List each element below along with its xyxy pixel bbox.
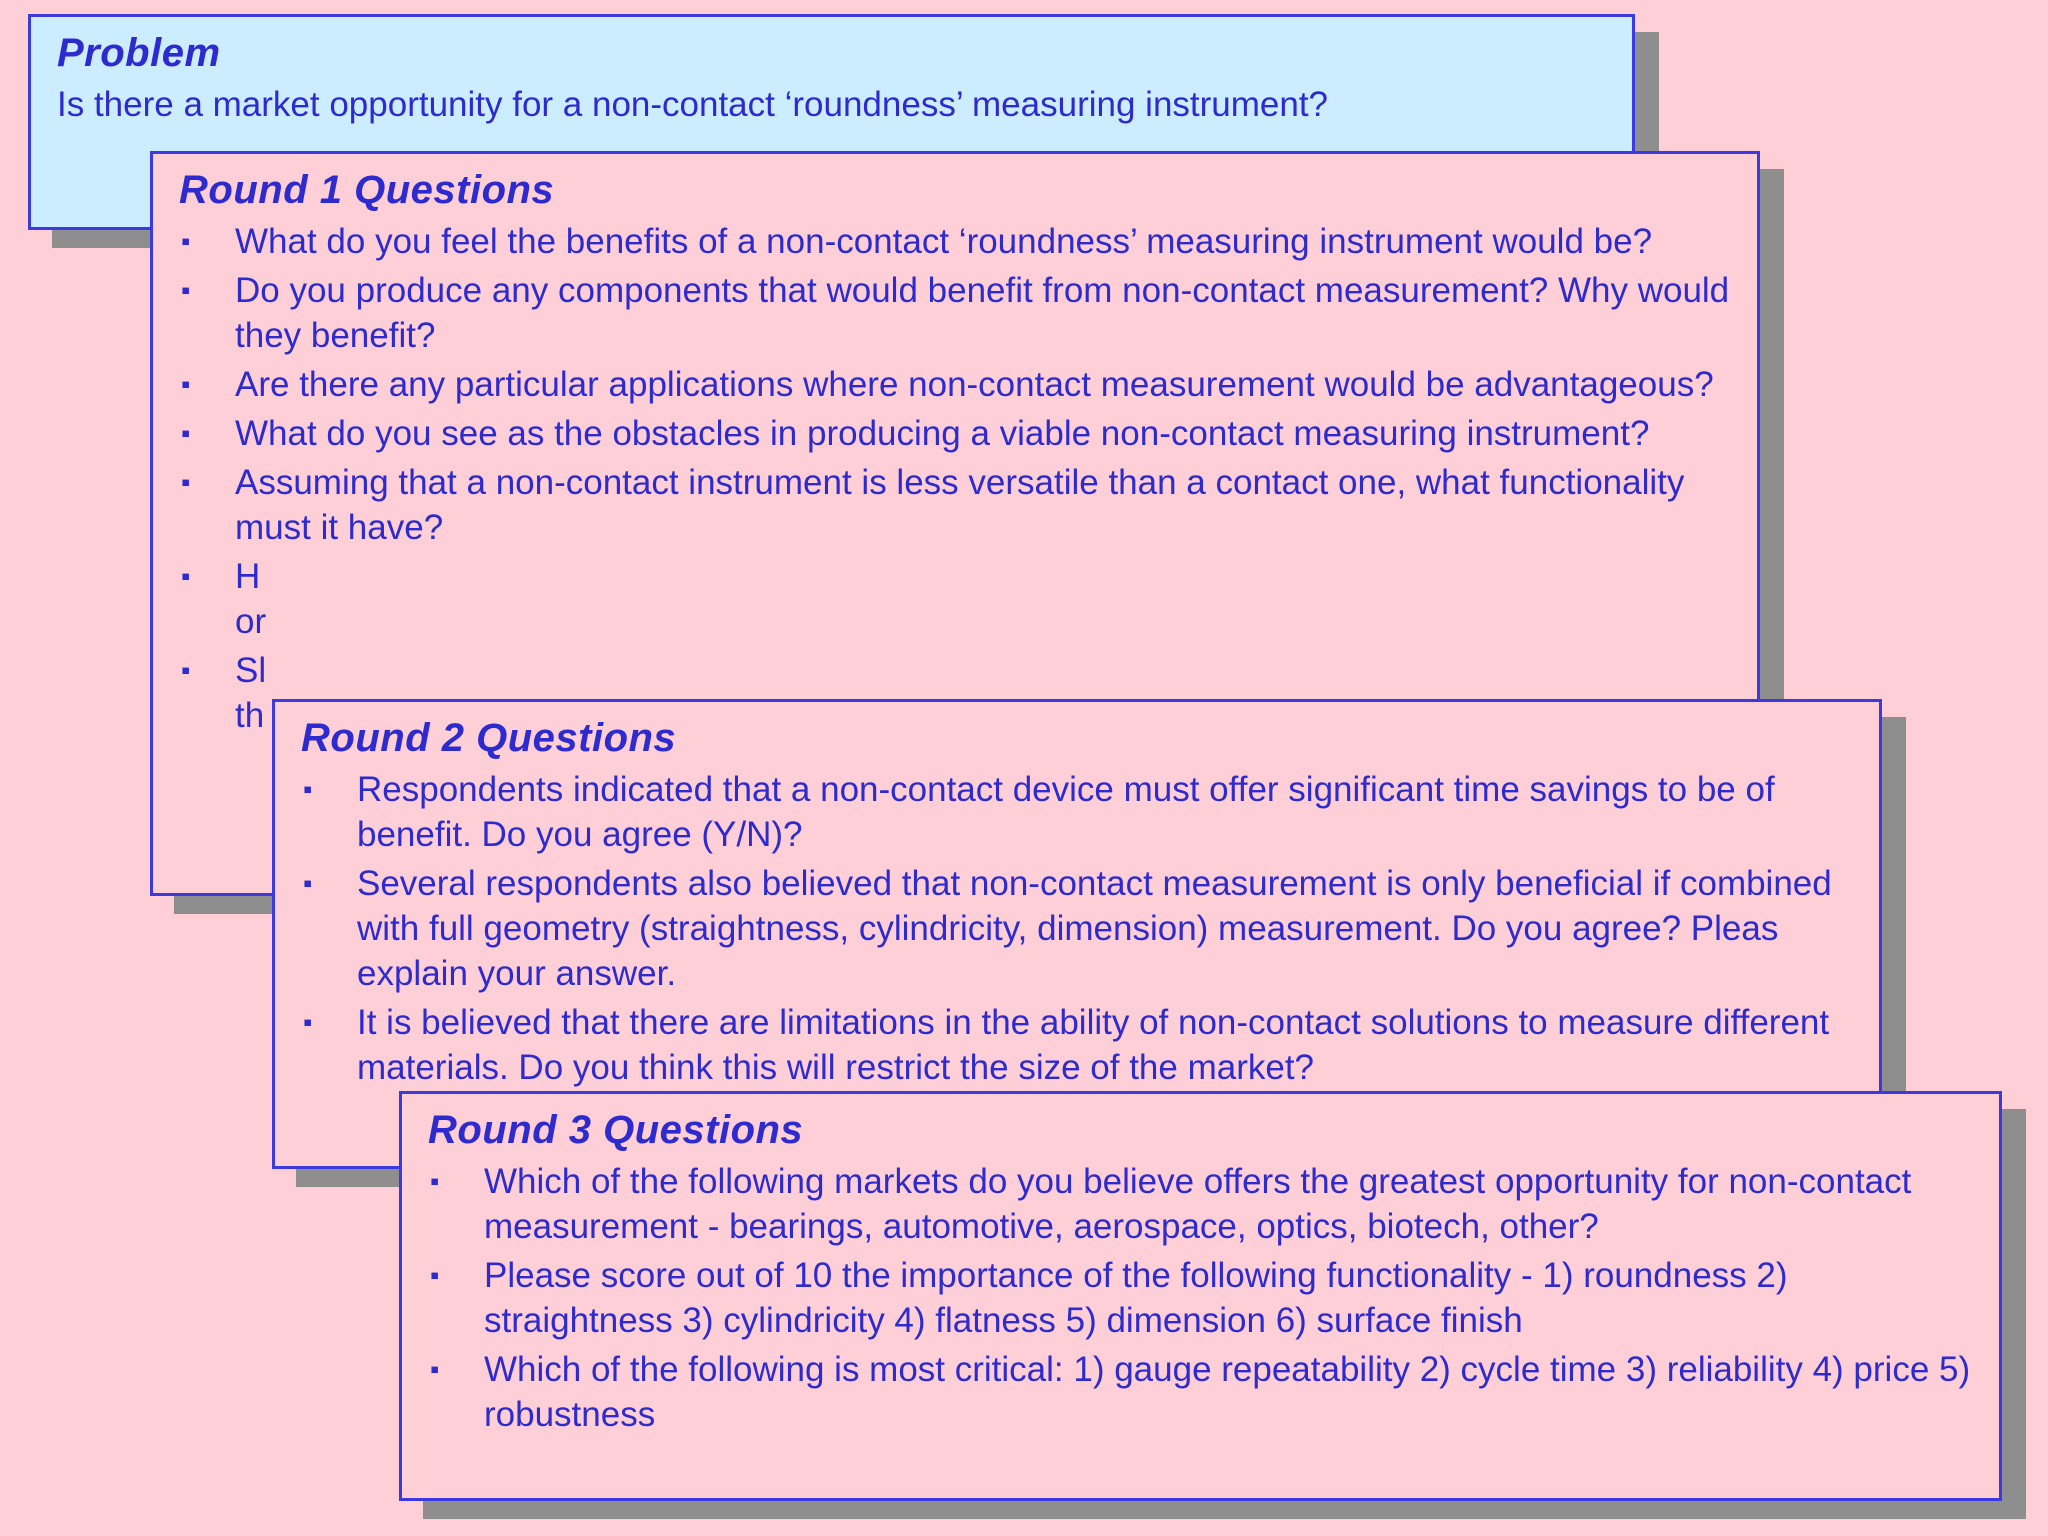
round2-item-text: Several respondents also believed that non-contact measurement is only beneficial if combined with full geometry (straightness, cylindricity, dimension) measurement. Do you agree? Pleas explain your answer. — [357, 864, 1832, 993]
list-item — [179, 362, 1731, 407]
round1-item-text: Assuming that a non-contact instrument is less versatile than a contact one, what functionality must it have? — [235, 463, 1685, 547]
bullet-icon: ▪ — [181, 561, 191, 591]
round1-item-text: Are there any particular applications where non-contact measurement would be advantageous? — [235, 365, 1714, 404]
round3-title: Round 3 Questions — [428, 1108, 804, 1152]
list-item — [301, 861, 1853, 996]
problem-title: Problem — [57, 31, 221, 75]
bullet-icon: ▪ — [181, 655, 191, 685]
round1-list — [179, 219, 1731, 738]
bullet-icon: ▪ — [303, 774, 313, 804]
list-item — [179, 460, 1731, 550]
list-item — [301, 767, 1853, 857]
round3-item-text: Which of the following is most critical: 1) gauge repeatability 2) cycle time 3) reliability 4) price 5) robustness — [484, 1350, 1971, 1434]
bullet-icon: ▪ — [181, 275, 191, 305]
round1-item-text: Do you produce any components that would benefit from non-contact measurement? Why would they benefit? — [235, 271, 1730, 355]
round1-item-text: Sl — [235, 651, 267, 690]
round2-item-text: Respondents indicated that a non-contact device must offer significant time savings to be of benefit. Do you agree (Y/N)? — [357, 770, 1775, 854]
list-item — [179, 411, 1731, 456]
bullet-icon: ▪ — [181, 418, 191, 448]
round2-list — [301, 767, 1853, 1090]
bullet-icon: ▪ — [303, 868, 313, 898]
list-item — [428, 1253, 1973, 1343]
round1-item-text: H — [235, 557, 261, 596]
round3-item-text: Which of the following markets do you believe offers the greatest opportunity for non-contact measurement - bearings, automotive, aerospace, optics, biotech, other? — [484, 1162, 1912, 1246]
round3-list — [428, 1159, 1973, 1437]
round1-item-text: or — [235, 602, 267, 641]
list-item — [179, 268, 1731, 358]
bullet-icon: ▪ — [181, 226, 191, 256]
round1-title: Round 1 Questions — [179, 168, 555, 212]
list-item — [179, 219, 1731, 264]
bullet-icon: ▪ — [430, 1354, 440, 1384]
round2-item-text: It is believed that there are limitations in the ability of non-contact solutions to measure different materials. Do you think this will restrict the size of the market? — [357, 1003, 1830, 1087]
list-item — [428, 1347, 1973, 1437]
round1-item-text: What do you feel the benefits of a non-contact ‘roundness’ measuring instrument would be? — [235, 222, 1653, 261]
round2-title: Round 2 Questions — [301, 716, 677, 760]
list-item — [179, 554, 1731, 644]
round3-card — [399, 1091, 2002, 1501]
round1-item-text: th — [235, 696, 265, 735]
bullet-icon: ▪ — [303, 1007, 313, 1037]
round3-item-text: Please score out of 10 the importance of the following functionality - 1) roundness 2) straightness 3) cylindricity 4) flatness 5) dimension 6) surface finish — [484, 1256, 1788, 1340]
list-item — [301, 1000, 1853, 1090]
round1-item-text: What do you see as the obstacles in producing a viable non-contact measuring instrument? — [235, 414, 1650, 453]
bullet-icon: ▪ — [430, 1260, 440, 1290]
bullet-icon: ▪ — [430, 1166, 440, 1196]
list-item — [428, 1159, 1973, 1249]
bullet-icon: ▪ — [181, 369, 191, 399]
bullet-icon: ▪ — [181, 467, 191, 497]
problem-text: Is there a market opportunity for a non-contact ‘roundness’ measuring instrument? — [57, 85, 1329, 124]
